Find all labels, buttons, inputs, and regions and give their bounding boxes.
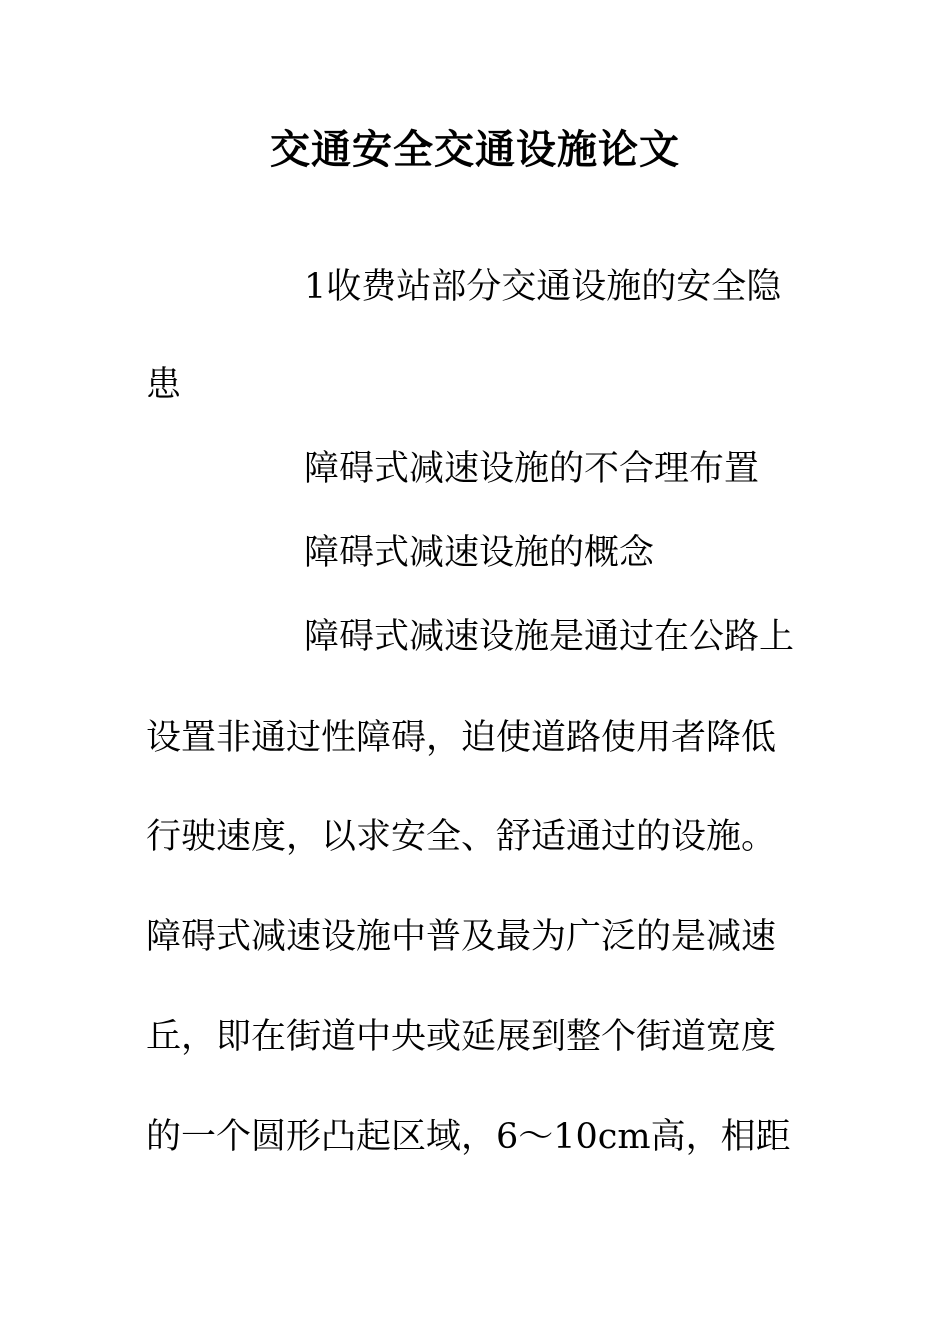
- document-title: 交通安全交通设施论文: [270, 126, 680, 173]
- heading-subsection: 障碍式减速设施的不合理布置: [304, 449, 760, 489]
- paragraph-line: 的一个圆形凸起区域，6～10cm高，相距: [146, 1117, 791, 1157]
- heading-section-1: 1收费站部分交通设施的安全隐: [304, 267, 782, 307]
- paragraph-line: 行驶速度，以求安全、舒适通过的设施。: [146, 817, 777, 857]
- paragraph-line: 障碍式减速设施中普及最为广泛的是减速: [146, 917, 777, 957]
- paragraph-line: 障碍式减速设施是通过在公路上: [304, 617, 795, 657]
- heading-section-1-continued: 患: [146, 365, 182, 405]
- paragraph-line: 设置非通过性障碍，迫使道路使用者降低: [146, 718, 777, 758]
- heading-sub-subsection: 障碍式减速设施的概念: [304, 533, 655, 573]
- paragraph-line: 丘，即在街道中央或延展到整个街道宽度: [146, 1017, 777, 1057]
